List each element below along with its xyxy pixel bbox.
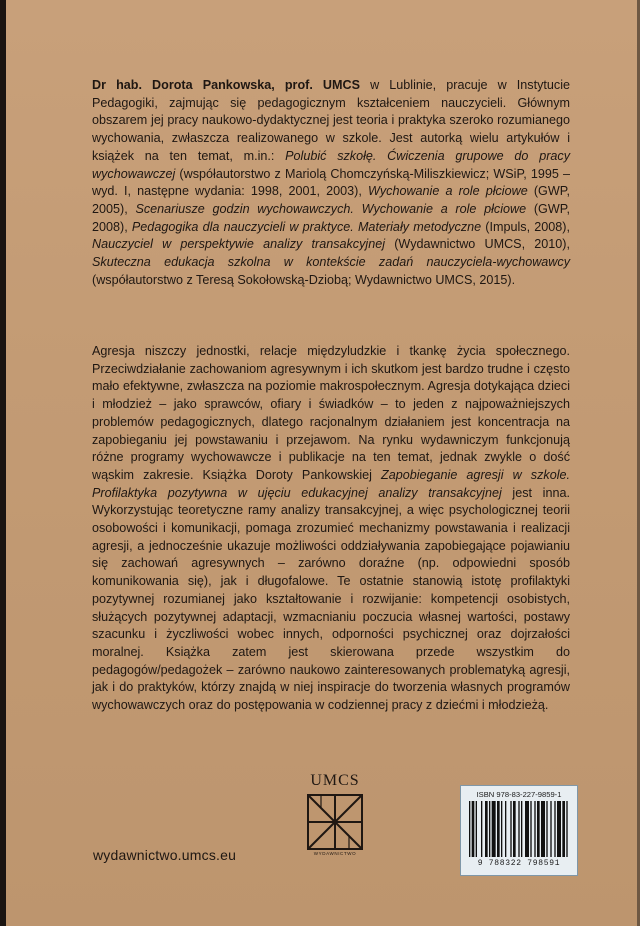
author-name: Dr hab. Dorota Pankowska, prof. UMCS (92, 78, 361, 92)
barcode-bar (534, 801, 535, 857)
book-title: Zapobieganie agresji w szkole. Profilaktyka pozytywna w ujęciu edukacyjnej analizy transakcyjnej (92, 467, 570, 500)
bio-text: w Lublinie, pracuje w Instytucie Pedagogiki, zajmując się pedagogicznym kształceniem nauczycieli. Głównym obszarem jej pracy naukowo-dydaktycznej jest teoria i praktyka szeroko rozumianego wychowania, zwłaszcza realizowanego w szkole. Jest autorką wielu artykułów i książek na ten temat, m.in.: (92, 78, 570, 163)
barcode-bar (554, 801, 555, 857)
author-bio (92, 77, 570, 289)
description-text: jest inna. Wykorzystując teoretyczne ramy analizy transakcyjnej, a więc psychologicznej teorii osobowości i komunikacji, pomaga zrozumieć mechanizmy powstawania i realizacji agresji, a jednocześnie ukazuje możliwości oddziaływania zapobiegające pojawianiu się zachowań agresywnych – zarówno doraźne (np. odpowiedni sposób komunikowania się), jak i długofalowe. Te ostatnie stanowią istotę profilaktyki pozytywnej rozumianej jako kształtowanie i rozwijanie: kompetencji osobistych, służących pozytywnej adaptacji, wzmacnianiu poczucia własnej wartości, postawy szacunku i życzliwości wobec innych, odporności psychicznej oraz dojrzałości moralnej. Książka zatem jest skierowana przede wszystkim do pedagogów/pedagożek – zarówno naukowo zainteresowanych problematyką agresji, jak i do praktyków, którzy znajdą w niej inspiracje do tworzenia własnych programów wychowawczych oraz do postępowania w codziennej pracy z dziećmi i młodzieżą. (92, 485, 570, 713)
barcode-bar (541, 801, 545, 857)
description-text: Agresja niszczy jednostki, relacje międzyludzkie i tkankę życia społecznego. Przeciwdziałanie zachowaniom agresywnym i ich skutkom jest bardzo trudne i często mało efektywne, zwłaszcza na poziomie makrospołecznym. Agresja dotykająca dzieci i młodzież – jako sprawców, ofiary i świadków – to jeden z najpoważniejszych problemów pedagogicznych, dlatego racjonalnym działaniem jest koncentracja na zapobieganiu jej powstawaniu i przejawom. Na rynku wydawniczym funkcjonują różne programy wychowawcze i publikacje na ten temat, jednak zwykle o dość wąskim zakresie. Książka Doroty Pankowskiej (92, 344, 570, 482)
barcode (469, 801, 569, 857)
barcode-bar (557, 801, 561, 857)
barcode-bar (492, 801, 496, 857)
bio-text: (Wydawnictwo UMCS, 2010), (385, 237, 570, 252)
barcode-bar (476, 801, 477, 857)
barcode-bar (489, 801, 490, 857)
barcode-bar (546, 801, 547, 857)
book-title: Pedagogika dla nauczycieli w praktyce. Materiały metodyczne (131, 219, 482, 234)
logo-subtext: WYDAWNICTWO (313, 851, 357, 856)
barcode-bar (510, 801, 511, 857)
barcode-bar (513, 801, 516, 857)
logo-text: UMCS (310, 772, 360, 789)
book-title: Nauczyciel w perspektywie analizy transakcyjnej (92, 237, 386, 252)
barcode-bar (469, 801, 470, 857)
barcode-panel (460, 785, 578, 876)
cover-left-edge (0, 0, 6, 926)
barcode-bar (562, 801, 565, 857)
book-title: Skuteczna edukacja szkolna w kontekście zadań nauczyciela-wychowawcy (92, 255, 570, 270)
barcode-bar (525, 801, 529, 857)
barcode-bar (481, 801, 482, 857)
publisher-website: wydawnictwo.umcs.eu (93, 847, 237, 863)
book-title: Wychowanie a role płciowe (367, 184, 528, 199)
bio-text: (współautorstwo z Teresą Sokołowską-Dziobą; Wydawnictwo UMCS, 2015). (92, 272, 516, 287)
barcode-bar (505, 801, 506, 857)
bio-text: (GWP, 2005), (92, 184, 570, 216)
bio-text: (GWP, 2008), (92, 201, 570, 234)
barcode-bar (472, 801, 475, 857)
barcode-bar (537, 801, 540, 857)
bio-text: (współautorstwo z Mariolą Chomczyńską-Miliszkiewicz; WSiP, 1995 – wyd. I, następne wydania: 1998, 2001, 2003), (92, 166, 570, 199)
book-title: Polubić szkołę. Ćwiczenia grupowe do pracy wychowawczej (92, 148, 570, 181)
barcode-bar (566, 801, 567, 857)
barcode-bar (485, 801, 488, 857)
isbn-label: ISBN 978-83-227-9859-1 (476, 790, 562, 799)
bio-text: (Impuls, 2008), (481, 219, 570, 234)
barcode-bar (530, 801, 531, 857)
book-title: Scenariusze godzin wychowawczych. Wychowanie a role płciowe (135, 201, 527, 216)
barcode-bar (521, 801, 522, 857)
barcode-bar (518, 801, 519, 857)
book-description (92, 343, 570, 715)
barcode-bar (501, 801, 502, 857)
barcode-bar (550, 801, 551, 857)
barcode-digits: 9 788322 798591 (477, 859, 561, 868)
logo-cross-icon (307, 794, 363, 850)
publisher-logo (300, 772, 370, 872)
barcode-bar (497, 801, 500, 857)
